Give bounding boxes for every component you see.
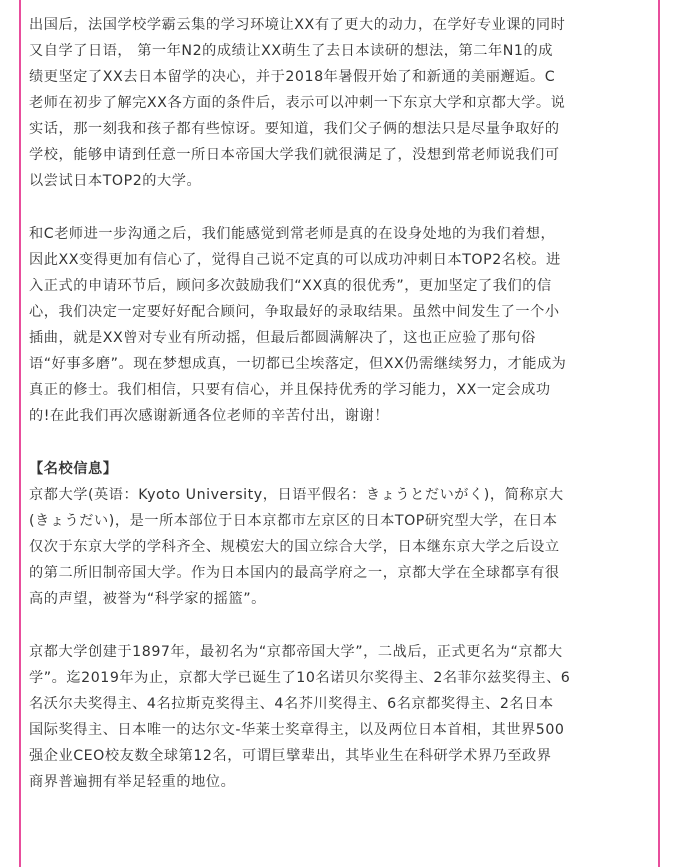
text-line: 插曲，就是XX曾对专业有所动摇，但最后都圆满解决了，这也正应验了那句俗: [29, 330, 536, 346]
text-line: 高的声望，被誉为“科学家的摇篮”。: [29, 591, 266, 607]
text-line: 语“好事多磨”。现在梦想成真，一切都已尘埃落定，但XX仍需继续努力，才能成为: [29, 356, 567, 372]
text-line: 心，我们决定一定要好好配合顾问，争取最好的录取结果。虽然中间发生了一个小: [29, 304, 560, 320]
text-line: 老师在初步了解完XX各方面的条件后，表示可以冲刺一下东京大学和京都大学。说: [29, 95, 566, 111]
text-line: 入正式的申请环节后，顾问多次鼓励我们“XX真的很优秀”，更加坚定了我们的信: [29, 278, 552, 294]
text-line: 因此XX变得更加有信心了，觉得自己说不定真的可以成功冲刺日本TOP2名校。进: [29, 252, 561, 268]
section-title: 【名校信息】: [29, 461, 118, 477]
article-body: [29, 12, 633, 795]
paragraph-study-abroad: [29, 12, 633, 194]
text-line: 学”。迄2019年为止，京都大学已诞生了10名诺贝尔奖得主、2名菲尔兹奖得主、6: [29, 670, 571, 686]
text-line: 商界普遍拥有举足轻重的地位。: [29, 774, 236, 790]
paragraph-spacer: [29, 194, 633, 221]
text-line: 名沃尔夫奖得主、4名拉斯克奖得主、4名芥川奖得主、6名京都奖得主、2名日本: [29, 696, 554, 712]
text-line: 真正的修士。我们相信，只要有信心，并且保持优秀的学习能力，XX一定会成功: [29, 382, 551, 398]
text-line: 仅次于东京大学的学科齐全、规模宏大的国立综合大学，日本继东京大学之后设立: [29, 539, 560, 555]
text-line: (きょうだい)，是一所本部位于日本京都市左京区的日本TOP研究型大学，在日本: [29, 513, 558, 529]
text-line: 的第二所旧制帝国大学。作为日本国内的最高学府之一，京都大学在全球都享有很: [29, 565, 560, 581]
text-line: 实话，那一刻我和孩子都有些惊讶。要知道，我们父子俩的想法只是尽量争取好的: [29, 121, 560, 137]
text-line: 京都大学(英语：Kyoto University，日语平假名：きょうとだいがく)，简称京大: [29, 487, 564, 503]
text-line: 绩更坚定了XX去日本留学的决心，并于2018年暑假开始了和新通的美丽邂逅。C: [29, 69, 556, 85]
paragraph-school-info: [29, 456, 633, 612]
paragraph-application: [29, 221, 633, 429]
text-line: 学校，能够申请到任意一所日本帝国大学我们就很满足了，没想到常老师说我们可: [29, 147, 560, 163]
paragraph-spacer: [29, 612, 633, 639]
text-line: 出国后，法国学校学霸云集的学习环境让XX有了更大的动力，在学好专业课的同时: [29, 17, 566, 33]
text-line: 和C老师进一步沟通之后，我们能感觉到常老师是真的在设身处地的为我们着想，: [29, 226, 556, 242]
text-line: 强企业CEO校友数全球第12名，可谓巨擘辈出，其毕业生在科研学术界乃至政界: [29, 748, 552, 764]
text-line: 国际奖得主、日本唯一的达尔文-华莱士奖章得主，以及两位日本首相，其世界500: [29, 722, 565, 738]
text-line: 的!在此我们再次感谢新通各位老师的辛苦付出，谢谢！: [29, 408, 389, 424]
text-line: 京都大学创建于1897年，最初名为“京都帝国大学”，二战后，正式更名为“京都大: [29, 644, 563, 660]
paragraph-spacer: [29, 429, 633, 456]
text-line: 又自学了日语， 第一年N2的成绩让XX萌生了去日本读研的想法，第二年N1的成: [29, 43, 553, 59]
paragraph-history: [29, 639, 633, 795]
text-line: 以尝试日本TOP2的大学。: [29, 173, 202, 189]
